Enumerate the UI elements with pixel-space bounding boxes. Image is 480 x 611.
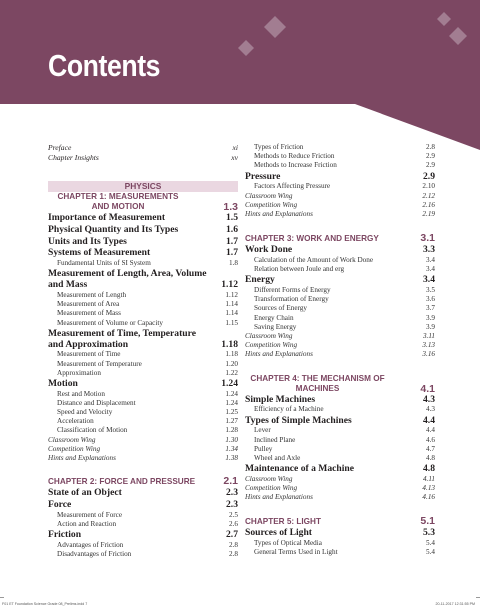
page-number: 2.8 — [229, 550, 238, 559]
page-number: 2.9 — [423, 170, 435, 182]
entry-label: Classroom Wing — [245, 474, 293, 483]
entry-label: Types of Simple Machines — [245, 414, 352, 426]
entry-label: Systems of Measurement — [48, 247, 151, 259]
page-number: 1.24 — [221, 377, 238, 389]
page-number: 2.7 — [226, 529, 238, 541]
toc-subsection[interactable] — [245, 304, 435, 313]
page-number: 2.1 — [223, 475, 238, 488]
page-number: 1.18 — [225, 350, 238, 359]
entry-label: Friction — [48, 529, 82, 541]
page-number: 1.25 — [225, 408, 238, 417]
page-number: 2.16 — [422, 200, 435, 209]
entry-label: Advantages of Friction — [57, 540, 124, 549]
entry-label: Force — [48, 498, 72, 510]
page-number: 1.12 — [225, 290, 238, 299]
page-number: 3.4 — [423, 274, 435, 286]
toc-section[interactable] — [48, 500, 238, 511]
entry-label: Measurement of Volume or Capacity — [57, 318, 163, 327]
toc-wing-entry[interactable] — [48, 454, 238, 463]
page-number: 4.8 — [423, 463, 435, 475]
spacer — [245, 360, 435, 374]
toc-chapter[interactable] — [245, 374, 435, 394]
entry-label: Maintenance of a Machine — [245, 463, 354, 475]
entry-label: Pulley — [254, 444, 273, 453]
entry-label: Efficiency of a Machine — [254, 405, 324, 414]
spacer — [245, 502, 435, 516]
spacer — [48, 463, 238, 476]
page-number: 1.28 — [225, 426, 238, 435]
toc-right-column — [245, 143, 435, 558]
entry-label: Competition Wing — [245, 484, 298, 493]
toc-section[interactable] — [48, 269, 238, 291]
page-number: 2.8 — [426, 143, 435, 151]
toc-subsection[interactable] — [245, 548, 435, 557]
toc-section[interactable] — [48, 488, 238, 499]
toc-section[interactable] — [48, 237, 238, 248]
entry-label: Factors Affecting Pressure — [254, 182, 331, 191]
entry-label: Approximation — [57, 368, 101, 377]
page-number: 4.3 — [426, 405, 435, 414]
toc-wing-entry[interactable] — [245, 350, 435, 359]
entry-label: Hints and Explanations — [245, 493, 313, 502]
entry-label: Measurement of Time — [57, 350, 121, 359]
toc-wing-entry[interactable] — [245, 484, 435, 493]
toc-wing-entry[interactable] — [245, 475, 435, 484]
toc-section[interactable] — [48, 225, 238, 236]
toc-section[interactable] — [245, 464, 435, 475]
entry-label: CHAPTER 3: WORK AND ENERGY — [245, 234, 379, 244]
page-number: 2.9 — [426, 152, 435, 161]
toc-chapter[interactable] — [245, 516, 435, 527]
page-number: 4.8 — [426, 453, 435, 462]
entry-label: Wheel and Axle — [254, 453, 301, 462]
crop-mark — [476, 597, 480, 598]
entry-label: Measurement of Time, Temperature and Approximation — [48, 327, 196, 350]
toc-wing-entry[interactable] — [48, 445, 238, 454]
entry-label: Different Forms of Energy — [254, 286, 331, 295]
toc-subsection[interactable] — [245, 161, 435, 170]
toc-subsection[interactable] — [245, 286, 435, 295]
page-number: 3.1 — [420, 232, 435, 245]
toc-subsection[interactable] — [48, 408, 238, 417]
entry-label: CHAPTER 2: FORCE AND PRESSURE — [48, 477, 196, 487]
toc-subsection[interactable] — [245, 454, 435, 463]
page-number: 1.34 — [225, 444, 238, 453]
entry-label: Methods to Increase Friction — [254, 161, 337, 170]
toc-subsection[interactable] — [245, 405, 435, 414]
page-number: 3.4 — [426, 255, 435, 264]
page-number: 3.4 — [426, 265, 435, 274]
page-number: 5.4 — [426, 548, 435, 557]
toc-wing-entry[interactable] — [48, 436, 238, 445]
page-number: 2.19 — [422, 209, 435, 218]
entry-label: Work Done — [245, 244, 293, 256]
page-number: 4.4 — [426, 426, 435, 435]
toc-left-column — [48, 143, 238, 559]
entry-label: Motion — [48, 377, 78, 389]
toc-section[interactable] — [48, 530, 238, 541]
entry-label: CHAPTER 1: MEASUREMENTS AND MOTION — [57, 192, 179, 211]
page-number: 3.11 — [422, 332, 435, 341]
page-number: 3.6 — [426, 295, 435, 304]
toc-wing-entry[interactable] — [245, 192, 435, 201]
toc-wing-entry[interactable] — [245, 332, 435, 341]
section-label-physics: PHYSICS — [48, 181, 238, 192]
entry-label: Sources of Light — [245, 527, 312, 539]
entry-label: Inclined Plane — [254, 435, 296, 444]
entry-label: Relation between Joule and erg — [254, 265, 345, 274]
entry-label: Disadvantages of Friction — [57, 550, 132, 559]
page-number: 4.6 — [426, 435, 435, 444]
page-number: 1.12 — [221, 279, 238, 291]
toc-section[interactable] — [245, 275, 435, 286]
entry-label: Preface — [48, 143, 72, 152]
entry-label: Classroom Wing — [245, 191, 293, 200]
entry-label: Classification of Motion — [57, 426, 128, 435]
entry-label: Action and Reaction — [57, 519, 117, 528]
entry-label: Measurement of Mass — [57, 309, 121, 318]
entry-label: Sources of Energy — [254, 304, 307, 313]
toc-section[interactable] — [48, 379, 238, 390]
entry-label: Fundamental Units of SI System — [57, 259, 151, 268]
toc-subsection[interactable] — [245, 265, 435, 274]
toc-subsection[interactable] — [245, 436, 435, 445]
toc-subsection[interactable] — [48, 309, 238, 318]
crop-mark — [0, 597, 4, 598]
page-number: 2.10 — [422, 182, 435, 191]
page-number: 4.11 — [422, 474, 435, 483]
toc-subsection[interactable] — [48, 511, 238, 520]
entry-label: Calculation of the Amount of Work Done — [254, 255, 374, 264]
page-number: 5.4 — [426, 539, 435, 548]
toc-section[interactable] — [245, 395, 435, 406]
toc-chapter[interactable] — [48, 476, 238, 487]
toc-subsection[interactable] — [245, 314, 435, 323]
toc-wing-entry[interactable] — [245, 210, 435, 219]
toc-wing-entry[interactable] — [245, 493, 435, 502]
entry-label: CHAPTER 5: LIGHT — [245, 517, 321, 527]
entry-label: Competition Wing — [245, 200, 298, 209]
page-number: 1.24 — [225, 389, 238, 398]
toc-subsection[interactable] — [245, 426, 435, 435]
page-number: 3.3 — [423, 244, 435, 256]
page-number: 2.5 — [229, 510, 238, 519]
entry-label: Pressure — [245, 170, 281, 182]
toc-subsection[interactable] — [245, 295, 435, 304]
toc-front-matter[interactable] — [48, 143, 238, 153]
entry-label: Lever — [254, 426, 271, 435]
page-number: 1.22 — [225, 368, 238, 377]
entry-label: Transformation of Energy — [254, 295, 329, 304]
toc-subsection[interactable] — [48, 417, 238, 426]
entry-label: Competition Wing — [48, 444, 101, 453]
entry-label: Energy Chain — [254, 313, 294, 322]
entry-label: Acceleration — [57, 417, 94, 426]
entry-label: Importance of Measurement — [48, 212, 166, 223]
page-number: 1.27 — [225, 417, 238, 426]
page-title: Contents — [48, 48, 161, 83]
toc-section[interactable] — [245, 245, 435, 256]
toc-subsection[interactable] — [48, 259, 238, 268]
entry-label: Types of Optical Media — [254, 539, 322, 548]
page-number: 4.1 — [420, 382, 435, 395]
toc-subsection[interactable] — [245, 256, 435, 265]
page-number: 2.9 — [426, 161, 435, 170]
page-number: 1.18 — [221, 338, 238, 350]
page-number: xi — [232, 143, 238, 152]
entry-label: General Terms Used in Light — [254, 548, 338, 557]
page-number: 4.13 — [422, 484, 435, 493]
page-number: 2.8 — [229, 540, 238, 549]
entry-label: Physical Quantity and Its Types — [48, 223, 179, 235]
entry-label: Measurement of Area — [57, 300, 120, 309]
page-number: 3.5 — [426, 286, 435, 295]
page-number: 1.38 — [225, 453, 238, 462]
toc-chapter[interactable] — [245, 233, 435, 244]
toc-subsection[interactable] — [245, 445, 435, 454]
toc-section[interactable] — [48, 213, 238, 224]
page-number: 2.3 — [226, 487, 238, 499]
page-number: 3.9 — [426, 313, 435, 322]
page-number: 4.16 — [422, 493, 435, 502]
page-number: 5.3 — [423, 527, 435, 539]
page-number: 1.24 — [225, 398, 238, 407]
page-number: 1.5 — [226, 212, 238, 223]
page-number: 3.16 — [422, 350, 435, 359]
toc-section[interactable] — [245, 416, 435, 427]
footer-file-info: F01 ET Foundation Science Grade 08_Prelims.indd 7 — [2, 602, 88, 606]
page-number: 1.14 — [225, 309, 238, 318]
page-number: 2.12 — [422, 191, 435, 200]
toc-subsection[interactable] — [245, 152, 435, 161]
page-number: 3.13 — [422, 341, 435, 350]
page-number: 3.7 — [426, 304, 435, 313]
entry-label: Hints and Explanations — [48, 453, 116, 462]
toc-subsection[interactable] — [48, 319, 238, 328]
entry-label: Hints and Explanations — [245, 209, 313, 218]
entry-label: Saving Energy — [254, 322, 297, 331]
entry-label: Rest and Motion — [57, 389, 105, 398]
spacer — [48, 162, 238, 192]
page-number: 1.20 — [225, 359, 238, 368]
entry-label: Measurement of Temperature — [57, 359, 142, 368]
toc-subsection[interactable] — [48, 426, 238, 435]
page-number: 2.6 — [229, 519, 238, 528]
toc-subsection[interactable] — [48, 520, 238, 529]
toc-section[interactable] — [245, 172, 435, 183]
toc-wing-entry[interactable] — [245, 341, 435, 350]
page-number: 1.8 — [229, 259, 238, 268]
entry-label: Simple Machines — [245, 393, 316, 405]
page-number: 1.14 — [225, 300, 238, 309]
toc-subsection[interactable] — [48, 541, 238, 550]
page-number: 4.4 — [423, 414, 435, 426]
page-number: 3.9 — [426, 322, 435, 331]
toc-section[interactable] — [48, 329, 238, 351]
entry-label: Methods to Reduce Friction — [254, 152, 335, 161]
toc-subsection[interactable] — [48, 369, 238, 378]
page-number: 1.6 — [226, 223, 238, 235]
page-number: 1.7 — [226, 235, 238, 247]
page-number: 1.3 — [223, 201, 238, 213]
toc-subsection[interactable] — [245, 323, 435, 332]
entry-label: Energy — [245, 274, 275, 286]
toc-subsection[interactable] — [48, 291, 238, 300]
toc-subsection[interactable] — [245, 539, 435, 548]
footer-timestamp: 20-11-2017 12:31:55 PM — [435, 602, 475, 606]
entry-label: Chapter Insights — [48, 152, 99, 162]
entry-label: Types of Friction — [254, 143, 304, 151]
toc-chapter[interactable] — [48, 192, 238, 212]
entry-label: State of an Object — [48, 487, 122, 499]
page-number: xv — [231, 152, 238, 162]
page-number: 4.3 — [423, 393, 435, 405]
toc-subsection[interactable] — [245, 143, 435, 152]
toc-subsection[interactable] — [48, 350, 238, 359]
entry-label: Distance and Displacement — [57, 398, 136, 407]
entry-label: Measurement of Length, Area, Volume and Mass — [48, 268, 207, 291]
page-number: 5.1 — [420, 515, 435, 528]
entry-label: CHAPTER 4: THE MECHANISM OF MACHINES — [250, 373, 385, 393]
toc-subsection[interactable] — [48, 360, 238, 369]
toc-section[interactable] — [48, 248, 238, 259]
entry-label: Measurement of Force — [57, 510, 123, 519]
entry-label: Competition Wing — [245, 341, 298, 350]
page-number: 1.30 — [225, 435, 238, 444]
entry-label: Speed and Velocity — [57, 408, 113, 417]
toc-subsection[interactable] — [48, 300, 238, 309]
spacer — [245, 219, 435, 233]
toc-subsection[interactable] — [48, 550, 238, 559]
entry-label: Measurement of Length — [57, 290, 127, 299]
page-number: 1.7 — [226, 247, 238, 259]
toc-section[interactable] — [245, 528, 435, 539]
page-number: 2.3 — [226, 498, 238, 510]
toc-subsection[interactable] — [48, 390, 238, 399]
toc-wing-entry[interactable] — [245, 201, 435, 210]
page-number: 1.15 — [225, 318, 238, 327]
entry-label: Hints and Explanations — [245, 350, 313, 359]
entry-label: Units and Its Types — [48, 235, 127, 247]
entry-label: Classroom Wing — [245, 332, 293, 341]
page-number: 4.7 — [426, 444, 435, 453]
toc-subsection[interactable] — [48, 399, 238, 408]
toc-front-matter[interactable] — [48, 153, 238, 163]
toc-subsection[interactable] — [245, 182, 435, 191]
entry-label: Classroom Wing — [48, 435, 96, 444]
